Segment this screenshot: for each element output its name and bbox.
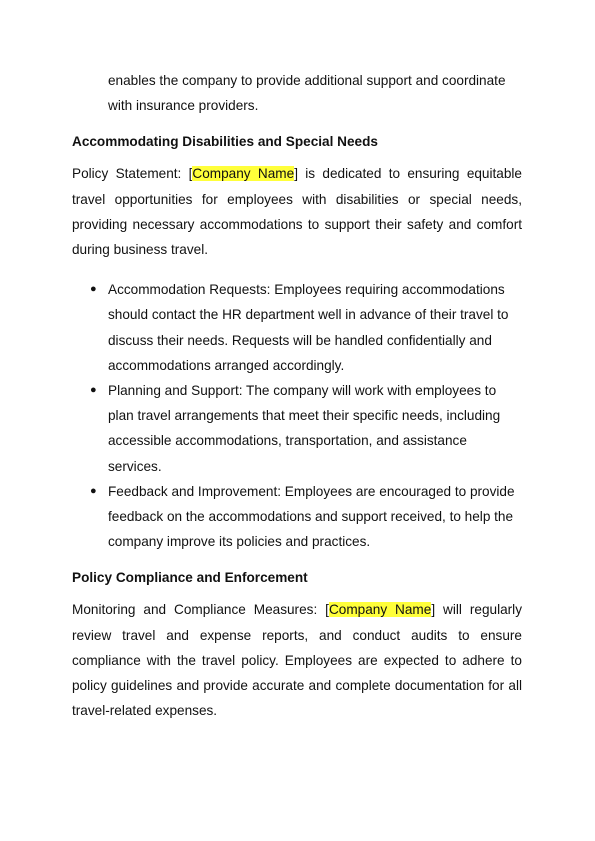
- continued-bullet-text: enables the company to provide additional support and coordinate with insurance providers.: [108, 73, 506, 114]
- document-body: [72, 68, 522, 723]
- bullet-text: Feedback and Improvement: Employees are encouraged to provide feedback on the accommodations and support received, to help the company improve its policies and practices.: [108, 483, 515, 550]
- bullet-item-requests: [72, 277, 522, 378]
- bullet-item-planning: [72, 378, 522, 479]
- accommodation-bullet-list: [72, 277, 522, 554]
- statement-prefix: Monitoring and Compliance Measures: [: [72, 602, 329, 618]
- bullet-text: Planning and Support: The company will work with employees to plan travel arrangements that meet their specific needs, including accessible accommodations, transportation, and assistance services.: [108, 383, 501, 474]
- bullet-icon: ●: [90, 283, 97, 296]
- company-name-placeholder: Company Name: [328, 602, 432, 618]
- policy-statement-accommodating: [72, 161, 522, 262]
- section-heading-accommodating: Accommodating Disabilities and Special Needs: [72, 134, 378, 150]
- company-name-placeholder: Company Name: [192, 166, 295, 182]
- bullet-icon: ●: [90, 484, 97, 497]
- statement-prefix: Policy Statement: [: [72, 166, 193, 182]
- statement-suffix: ] is dedicated to ensuring equitable travel opportunities for employees with disabilities or special needs, providing necessary accommodations to support their safety and comfort during business travel.: [72, 166, 522, 258]
- policy-statement-compliance: [72, 597, 522, 723]
- bullet-icon: ●: [90, 384, 97, 397]
- statement-suffix: ] will regularly review travel and expense reports, and conduct audits to ensure compliance with the travel policy. Employees are expected to adhere to policy guidelines and provide accurate and complete documentation for all travel-related expenses.: [72, 602, 522, 719]
- bullet-text: Accommodation Requests: Employees requiring accommodations should contact the HR department well in advance of their travel to discuss their needs. Requests will be handled confidentially and accommodations arranged accordingly.: [108, 282, 509, 373]
- section-heading-compliance: Policy Compliance and Enforcement: [72, 570, 308, 586]
- bullet-item-feedback: [72, 479, 522, 555]
